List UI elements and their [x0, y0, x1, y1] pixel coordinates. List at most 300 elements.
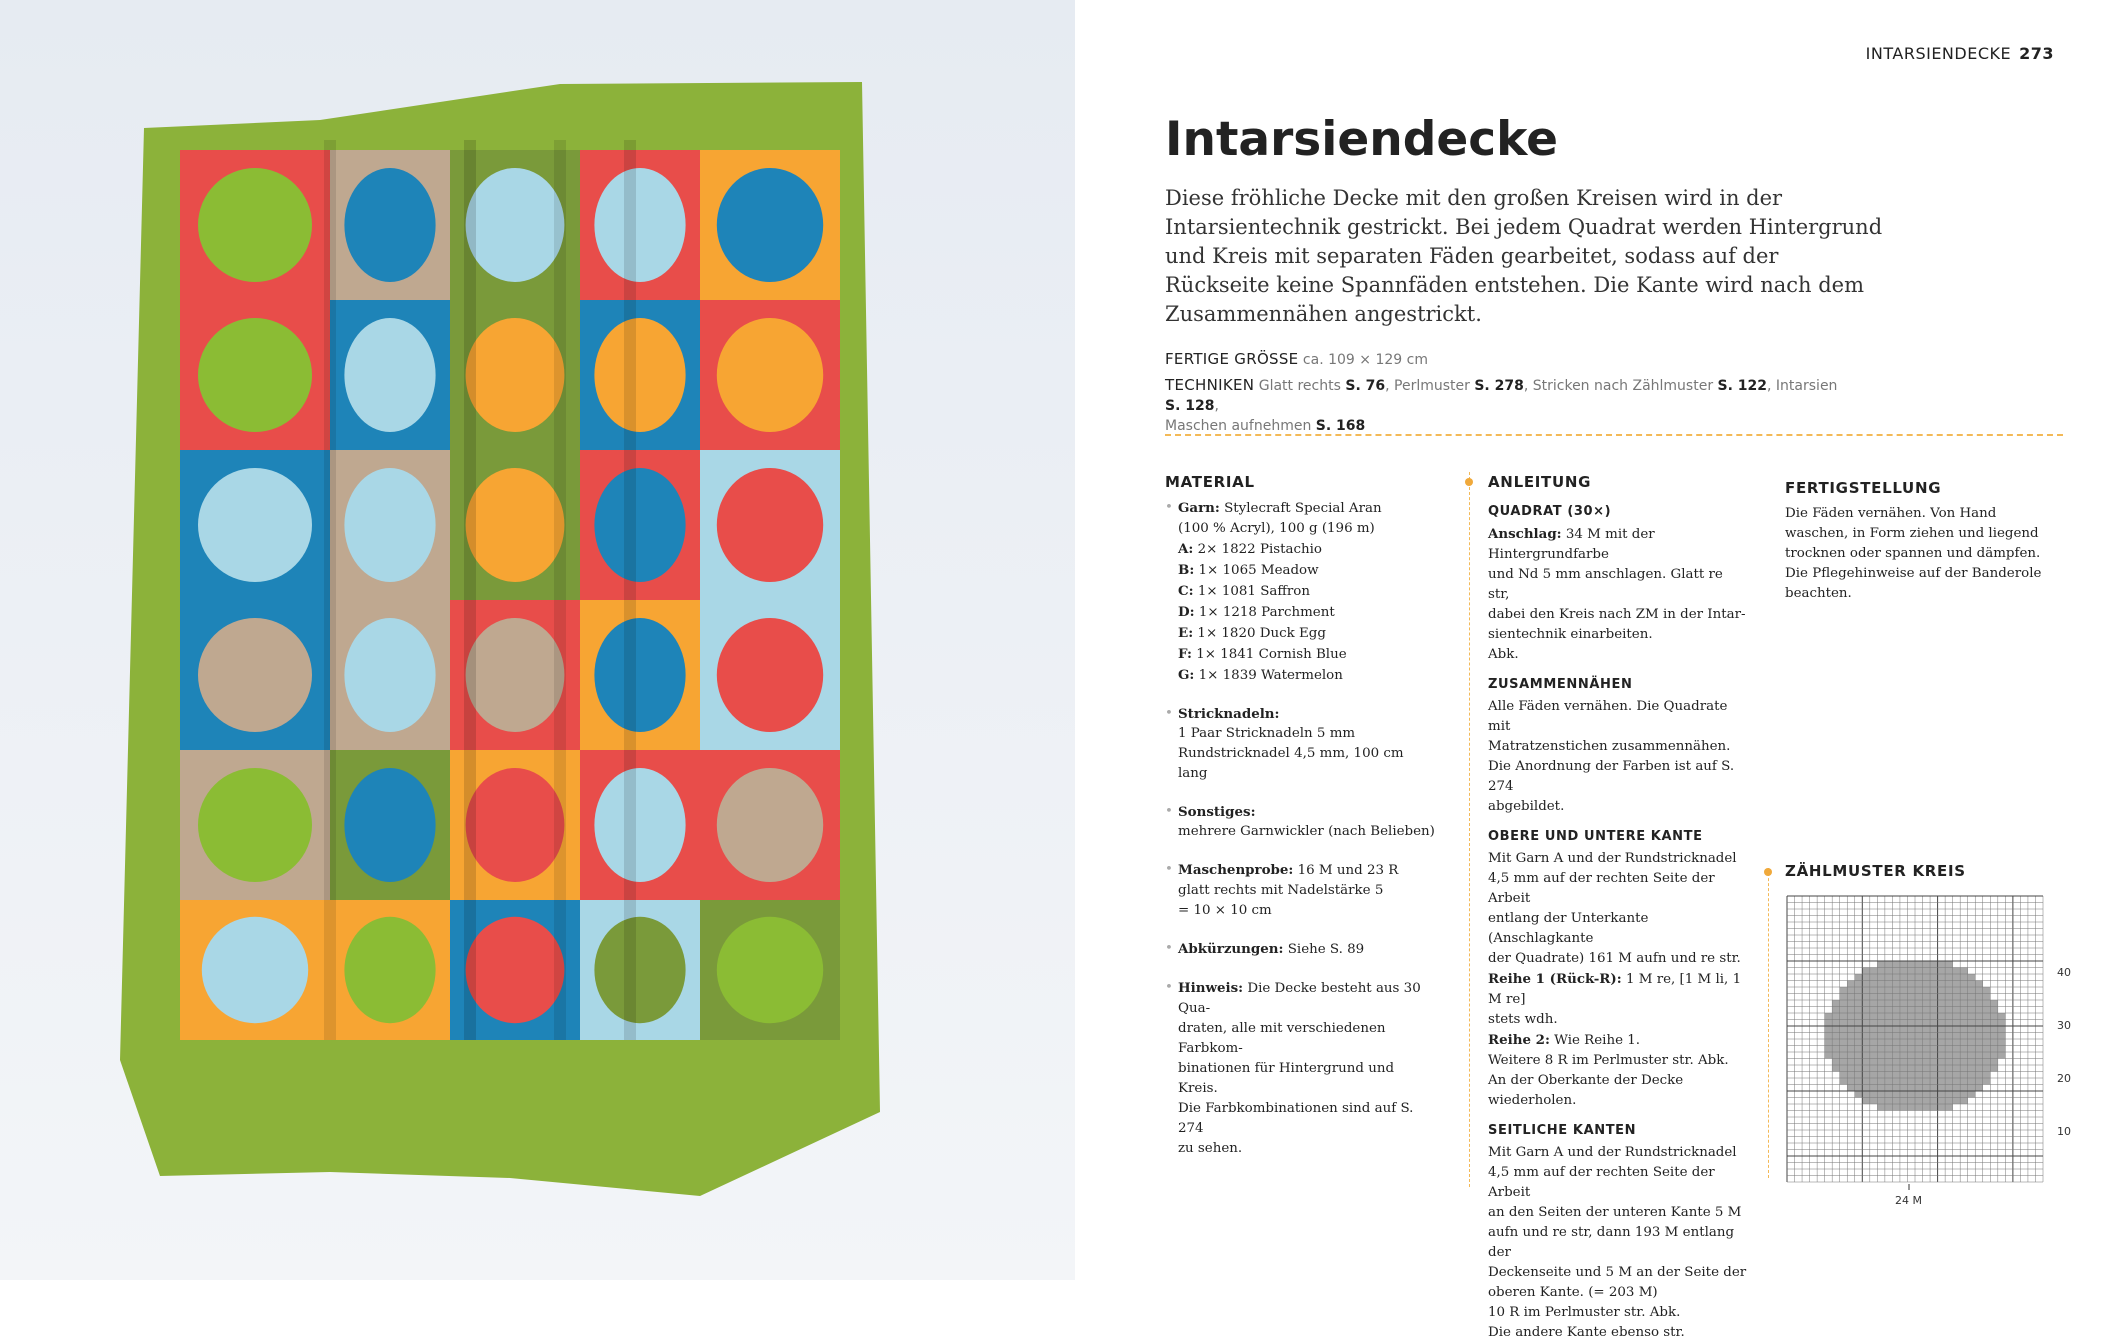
chart-cell	[1960, 994, 1968, 1001]
chart-cell	[1938, 1059, 1946, 1066]
chart-cell	[1923, 1033, 1931, 1040]
chart-cell	[1907, 1000, 1915, 1007]
chart-cell	[1877, 1078, 1885, 1085]
chart-cell	[1930, 1085, 1938, 1092]
chart-cell	[1870, 1046, 1878, 1053]
blanket-circle	[344, 768, 435, 882]
instruction-line: Reihe 2: Wie Reihe 1.	[1488, 1032, 1641, 1048]
chart-cell	[1923, 1020, 1931, 1027]
chart-cell	[1945, 1098, 1953, 1105]
chart-cell	[1855, 1033, 1863, 1040]
chart-cell	[1930, 1104, 1938, 1111]
chart-cell	[1847, 1059, 1855, 1066]
chart-cell	[1840, 1000, 1848, 1007]
chart-cell	[1870, 1039, 1878, 1046]
blanket-circle	[717, 168, 823, 282]
chart-cell	[1938, 1085, 1946, 1092]
chart-cell	[1915, 1000, 1923, 1007]
chart-cell	[1930, 1033, 1938, 1040]
chart-cell	[1938, 987, 1946, 994]
chart-cell	[1877, 1026, 1885, 1033]
chart-cell	[1968, 1072, 1976, 1079]
blanket-circle	[198, 318, 312, 432]
chart-cell	[1885, 1078, 1893, 1085]
chart-cell	[1960, 974, 1968, 981]
chart-cell	[1915, 1098, 1923, 1105]
chart-cell	[1938, 1033, 1946, 1040]
chart-cell	[1938, 1026, 1946, 1033]
chart-cell	[1953, 1072, 1961, 1079]
chart-cell	[1855, 1072, 1863, 1079]
chart-cell	[1877, 1007, 1885, 1014]
chart-cell	[1885, 1059, 1893, 1066]
chart-cell	[1900, 1039, 1908, 1046]
chart-cell	[1825, 1046, 1833, 1053]
techniques-value	[1165, 378, 1837, 434]
chart-cell	[1885, 1013, 1893, 1020]
chart-cell	[1877, 1000, 1885, 1007]
chart-cell	[1930, 1098, 1938, 1105]
chart-cell	[1975, 987, 1983, 994]
chart-cell	[1945, 1059, 1953, 1066]
chart-cell	[1975, 1039, 1983, 1046]
chart-cell	[1923, 1098, 1931, 1105]
chart-cell	[1885, 987, 1893, 994]
chart-cell	[1885, 1052, 1893, 1059]
chart-cell	[1990, 1059, 1998, 1066]
instruction-line: 4,5 mm auf der rechten Seite der Arbeit	[1488, 871, 1715, 906]
instruction-line: Abk.	[1488, 647, 1519, 662]
chart-cell	[1983, 1007, 1991, 1014]
chart-cell	[1953, 1052, 1961, 1059]
chart-cell	[1945, 994, 1953, 1001]
chart-cell	[1998, 1020, 2006, 1027]
other-line: mehrere Garnwickler (nach Belieben)	[1178, 824, 1435, 839]
chart-cell	[1960, 1091, 1968, 1098]
chart-cell	[1983, 1078, 1991, 1085]
chart-cell	[1990, 1065, 1998, 1072]
chart-cell	[1923, 1065, 1931, 1072]
chart-cell	[1975, 1046, 1983, 1053]
tech-ref: S. 168	[1315, 418, 1366, 434]
chart-cell	[1960, 1059, 1968, 1066]
instruction-line: Alle Fäden vernähen. Die Quadrate mit	[1488, 699, 1728, 734]
chart-cell	[1885, 1091, 1893, 1098]
chart-cell	[1968, 1007, 1976, 1014]
chart-cell	[1855, 1020, 1863, 1027]
chart-cell	[1907, 974, 1915, 981]
chart-cell	[1953, 1033, 1961, 1040]
chart-cell	[1900, 1052, 1908, 1059]
instruction-section-title: SEITLICHE KANTEN	[1488, 1123, 1637, 1138]
blanket-photo	[0, 0, 1075, 1280]
chart-cell	[1907, 1046, 1915, 1053]
chart-cell	[1915, 1026, 1923, 1033]
chart-cell	[1832, 1013, 1840, 1020]
chart-cell	[1885, 994, 1893, 1001]
note-line: draten, alle mit verschiedenen Farbkom-	[1178, 1021, 1386, 1056]
chart-cell	[1953, 1007, 1961, 1014]
finishing-line: Die Pflegehinweise auf der Banderole	[1785, 566, 2042, 581]
chart-cell	[1840, 987, 1848, 994]
chart-cell	[1870, 974, 1878, 981]
gauge-label: Maschenprobe:	[1178, 862, 1294, 878]
size-line	[1165, 349, 1855, 370]
chart-cell	[1877, 1085, 1885, 1092]
chart-cell	[1930, 1020, 1938, 1027]
chart-cell	[1953, 968, 1961, 975]
chart-cell	[1840, 1007, 1848, 1014]
chart-cell	[1990, 1013, 1998, 1020]
chart-cell	[1870, 1052, 1878, 1059]
chart-cell	[1847, 1072, 1855, 1079]
chart-cell	[1892, 1007, 1900, 1014]
instruction-line: Matratzenstichen zusammennähen.	[1488, 739, 1731, 754]
chart-cell	[1945, 981, 1953, 988]
chart-cell	[1892, 974, 1900, 981]
chart-cell	[1923, 1052, 1931, 1059]
chart-cell	[1975, 1013, 1983, 1020]
chart-cell	[1907, 987, 1915, 994]
chart-cell	[1983, 1072, 1991, 1079]
chart-cell	[1938, 1007, 1946, 1014]
chart-cell	[1907, 1007, 1915, 1014]
chart-cell	[1877, 1052, 1885, 1059]
chart-cell	[1915, 994, 1923, 1001]
chart-cell	[1968, 1065, 1976, 1072]
chart-cell	[1938, 1052, 1946, 1059]
chart-cell	[1968, 994, 1976, 1001]
chart-cell	[1885, 1098, 1893, 1105]
chart-cell	[1960, 1046, 1968, 1053]
instruction-line: und Nd 5 mm anschlagen. Glatt re str,	[1488, 567, 1723, 602]
chart-cell	[1840, 1026, 1848, 1033]
chart-cell	[1877, 968, 1885, 975]
chart-cell	[1900, 968, 1908, 975]
chart-cell	[1862, 1000, 1870, 1007]
chart-cell	[1968, 1033, 1976, 1040]
chart-cell	[1915, 981, 1923, 988]
yarn-f: F: 1× 1841 Cornish Blue	[1178, 646, 1347, 662]
chart-cell	[1877, 1020, 1885, 1027]
chart-cell	[1968, 1046, 1976, 1053]
chart-cell	[1877, 1059, 1885, 1066]
chart-cell	[1892, 1104, 1900, 1111]
chart-cell	[1960, 1065, 1968, 1072]
tech-ref: S. 122	[1717, 378, 1768, 394]
chart-cell	[1915, 987, 1923, 994]
chart-cell	[1885, 968, 1893, 975]
chart-cell	[1975, 1078, 1983, 1085]
chart-cell	[1870, 1026, 1878, 1033]
material-column	[1165, 472, 1435, 1177]
chart-cell	[1953, 1059, 1961, 1066]
chart-cell	[1975, 1059, 1983, 1066]
chart-cell	[1885, 1039, 1893, 1046]
chart-cell	[1990, 1046, 1998, 1053]
chart-cell	[1900, 961, 1908, 968]
chart-cell	[1907, 1065, 1915, 1072]
instruction-line: 4,5 mm auf der rechten Seite der Arbeit	[1488, 1165, 1715, 1200]
yarn-label: Garn:	[1178, 500, 1220, 516]
chart-cell	[1945, 961, 1953, 968]
chart-cell	[1862, 1026, 1870, 1033]
chart-cell	[1885, 1085, 1893, 1092]
size-value: ca. 109 × 129 cm	[1302, 352, 1428, 368]
chart-cell	[1953, 1026, 1961, 1033]
chart-cell	[1862, 1078, 1870, 1085]
instruction-section-title: ZUSAMMENNÄHEN	[1488, 677, 1633, 692]
chart-cell	[1915, 961, 1923, 968]
chart-cell	[1877, 1046, 1885, 1053]
chart-cell	[1877, 1065, 1885, 1072]
chart-cell	[1885, 1020, 1893, 1027]
chart-cell	[1907, 1104, 1915, 1111]
needles-label: • Stricknadeln:	[1178, 706, 1280, 722]
chart-cell	[1847, 1000, 1855, 1007]
chart-row-label-10: 10	[2057, 1125, 2071, 1138]
chart-cell	[1907, 968, 1915, 975]
needles-line: Rundstricknadel 4,5 mm, 100 cm lang	[1178, 746, 1404, 781]
chart-cell	[1983, 987, 1991, 994]
blanket-fold-shadow	[624, 140, 636, 1040]
chart-cell	[1968, 1013, 1976, 1020]
chart-cell	[1885, 1033, 1893, 1040]
blanket-circle	[198, 618, 312, 732]
chart-cell	[1938, 974, 1946, 981]
chart-cell	[1892, 1065, 1900, 1072]
chart-cell	[1847, 1033, 1855, 1040]
chart-cell	[1975, 1000, 1983, 1007]
instruction-line: aufn und re str, dann 193 M entlang der	[1488, 1225, 1735, 1260]
chart-cell	[1968, 1026, 1976, 1033]
yarn-d: D: 1× 1218 Parchment	[1178, 604, 1335, 620]
chart-cell	[1825, 1039, 1833, 1046]
chart-cell	[1832, 1020, 1840, 1027]
chart-cell	[1825, 1020, 1833, 1027]
instruction-line: Die Anordnung der Farben ist auf S. 274	[1488, 759, 1735, 794]
blanket-circle	[466, 318, 565, 432]
chart-cell	[1930, 1065, 1938, 1072]
chart-cell	[1968, 1078, 1976, 1085]
instruction-line: stets wdh.	[1488, 1012, 1558, 1027]
chart-cell	[1923, 974, 1931, 981]
chart-cell	[1892, 981, 1900, 988]
chart-cell	[1900, 1078, 1908, 1085]
instruction-line: 10 R im Perlmuster str. Abk.	[1488, 1305, 1681, 1320]
chart-cell	[1840, 1033, 1848, 1040]
chart-cell	[1975, 994, 1983, 1001]
abbreviations-text: Siehe S. 89	[1287, 942, 1365, 957]
chart-cell	[1968, 1091, 1976, 1098]
chart-cell	[1847, 1007, 1855, 1014]
chart-cell	[1938, 961, 1946, 968]
chart-cell	[1990, 1000, 1998, 1007]
finishing-line: waschen, in Form ziehen und liegend	[1785, 526, 2039, 541]
chart-cell	[1953, 1078, 1961, 1085]
chart-cell	[1885, 974, 1893, 981]
instruction-line: Mit Garn A und der Rundstricknadel	[1488, 851, 1737, 866]
chart-cell	[1877, 994, 1885, 1001]
instruction-line: der Quadrate) 161 M aufn und re str.	[1488, 951, 1741, 966]
page-title: Intarsiendecke	[1165, 112, 1558, 167]
note-line: Die Decke besteht aus 30 Qua-	[1178, 981, 1421, 1016]
instructions-column	[1469, 472, 1748, 1340]
chart-cell	[1907, 1085, 1915, 1092]
blanket-circle	[594, 768, 685, 882]
chart-cell	[1930, 994, 1938, 1001]
chart-width-label: 24 M	[1895, 1194, 1922, 1207]
chart-cell	[1930, 968, 1938, 975]
chart-cell	[1892, 1033, 1900, 1040]
chart-cell	[1945, 1026, 1953, 1033]
blanket-circle	[466, 618, 565, 732]
chart-cell	[1900, 1020, 1908, 1027]
instruction-section-title: OBERE UND UNTERE KANTE	[1488, 829, 1703, 844]
chart-cell	[1975, 1072, 1983, 1079]
chart-cell	[1990, 1052, 1998, 1059]
chart-cell	[1930, 1026, 1938, 1033]
gauge-line: = 10 × 10 cm	[1178, 903, 1272, 918]
chart-cell	[1923, 1000, 1931, 1007]
instructions-body	[1488, 502, 1748, 1343]
chart-cell	[1930, 1000, 1938, 1007]
chart-cell	[1983, 1033, 1991, 1040]
instruction-line: an den Seiten der unteren Kante 5 M	[1488, 1205, 1742, 1220]
section-title: INTARSIENDECKE	[1865, 44, 2012, 63]
chart-cell	[1862, 1039, 1870, 1046]
blanket-circle	[717, 318, 823, 432]
blanket-circle	[198, 468, 312, 582]
material-heading: MATERIAL	[1165, 473, 1255, 491]
chart-cell	[1990, 1007, 1998, 1014]
intro-text: Diese fröhliche Decke mit den großen Kreisen wird in der Intarsientechnik gestrickt. Bei jedem Quadrat werden Hintergrund und Kreis mit separaten Fäden gearbeitet, sodass auf der Rückseite keine Spannfäden entstehen. Die Kante wird nach dem Zusammennähen angestrickt.	[1165, 186, 1883, 326]
chart-cell	[1945, 1013, 1953, 1020]
note-line: Die Farbkombinationen sind auf S. 274	[1178, 1101, 1414, 1136]
chart-cell	[1968, 1052, 1976, 1059]
chart-cell	[1900, 974, 1908, 981]
chart-cell	[1870, 1098, 1878, 1105]
chart-cell	[1862, 987, 1870, 994]
chart-cell	[1832, 1052, 1840, 1059]
gauge-item	[1165, 860, 1435, 921]
chart-cell	[1870, 1007, 1878, 1014]
chart-cell	[1900, 1046, 1908, 1053]
chart-cell	[1855, 1013, 1863, 1020]
chart-cell	[1832, 1059, 1840, 1066]
chart-cell	[1847, 981, 1855, 988]
chart-cell	[1915, 1104, 1923, 1111]
chart-cell	[1832, 1033, 1840, 1040]
instruction-line: Anschlag: 34 M mit der Hintergrundfarbe	[1488, 526, 1655, 562]
chart-cell	[1855, 1026, 1863, 1033]
chart-row-label-20: 20	[2057, 1072, 2071, 1085]
yarn-c: C: 1× 1081 Saffron	[1178, 583, 1310, 599]
blanket-circle	[594, 318, 685, 432]
chart-cell	[1938, 968, 1946, 975]
chart-cell	[1907, 1052, 1915, 1059]
chart-cell	[1960, 1085, 1968, 1092]
chart-cell	[1832, 1046, 1840, 1053]
instruction-line: Weitere 8 R im Perlmuster str. Abk.	[1488, 1053, 1729, 1068]
chart-cell	[1953, 981, 1961, 988]
chart-cell	[1862, 1091, 1870, 1098]
chart-cell	[1877, 1039, 1885, 1046]
chart-cell	[1968, 974, 1976, 981]
note-item	[1165, 978, 1435, 1159]
chart-cell	[1915, 1091, 1923, 1098]
instruction-line: Die andere Kante ebenso str.	[1488, 1325, 1685, 1340]
instructions-heading: ANLEITUNG	[1488, 473, 1592, 491]
gauge-line: glatt rechts mit Nadelstärke 5	[1178, 883, 1384, 898]
chart-cell	[1968, 987, 1976, 994]
chart-cell	[1938, 1072, 1946, 1079]
chart-cell	[1855, 987, 1863, 994]
chart-cell	[1900, 1007, 1908, 1014]
chart-cell	[1862, 1013, 1870, 1020]
blanket-circle	[344, 318, 435, 432]
chart-cell	[1923, 1091, 1931, 1098]
chart-cell	[1945, 968, 1953, 975]
chart-cell	[1832, 1039, 1840, 1046]
chart-cell	[1892, 961, 1900, 968]
chart-cell	[1900, 1104, 1908, 1111]
chart-cell	[1938, 1013, 1946, 1020]
chart-cell	[1900, 1033, 1908, 1040]
needles-line: 1 Paar Stricknadeln 5 mm	[1178, 726, 1356, 741]
chart-cell	[1862, 1072, 1870, 1079]
chart-cell	[1900, 1085, 1908, 1092]
chart-cell	[1862, 1046, 1870, 1053]
chart-cell	[1892, 1046, 1900, 1053]
blanket-circle	[344, 468, 435, 582]
chart-cell	[1877, 1072, 1885, 1079]
chart-cell	[1915, 1072, 1923, 1079]
chart-cell	[1885, 1046, 1893, 1053]
instruction-line: dabei den Kreis nach ZM in der Intar-	[1488, 607, 1746, 622]
instruction-line: Deckenseite und 5 M an der Seite der	[1488, 1265, 1747, 1280]
chart-cell	[1923, 1046, 1931, 1053]
chart-cell	[1900, 981, 1908, 988]
chart-cell	[1968, 1020, 1976, 1027]
chart-cell	[1907, 1013, 1915, 1020]
chart-cell	[1975, 981, 1983, 988]
chart-cell	[1847, 1052, 1855, 1059]
note-line: binationen für Hintergrund und Kreis.	[1178, 1061, 1395, 1096]
chart-cell	[1840, 1013, 1848, 1020]
chart-cell	[1855, 1085, 1863, 1092]
finishing-text	[1785, 504, 2045, 604]
chart-cell	[1930, 1039, 1938, 1046]
instruction-line: sientechnik einarbeiten.	[1488, 627, 1653, 642]
finishing-heading: FERTIGSTELLUNG	[1785, 479, 1942, 497]
instruction-line: abgebildet.	[1488, 799, 1565, 814]
chart-cell	[1938, 1046, 1946, 1053]
techniques-line	[1165, 375, 1855, 436]
chart-cell	[1885, 1104, 1893, 1111]
blanket-fold-shadow	[324, 140, 336, 1040]
chart-cell	[1998, 1052, 2006, 1059]
blanket-fold-shadow	[554, 140, 566, 1040]
chart-cell	[1960, 1078, 1968, 1085]
chart-cell	[1870, 968, 1878, 975]
chart-cell	[1907, 1091, 1915, 1098]
chart-cell	[1923, 1085, 1931, 1092]
blanket-circle	[202, 917, 308, 1023]
chart-cell	[1953, 987, 1961, 994]
chart-cell	[1892, 1085, 1900, 1092]
chart-cell	[1907, 961, 1915, 968]
